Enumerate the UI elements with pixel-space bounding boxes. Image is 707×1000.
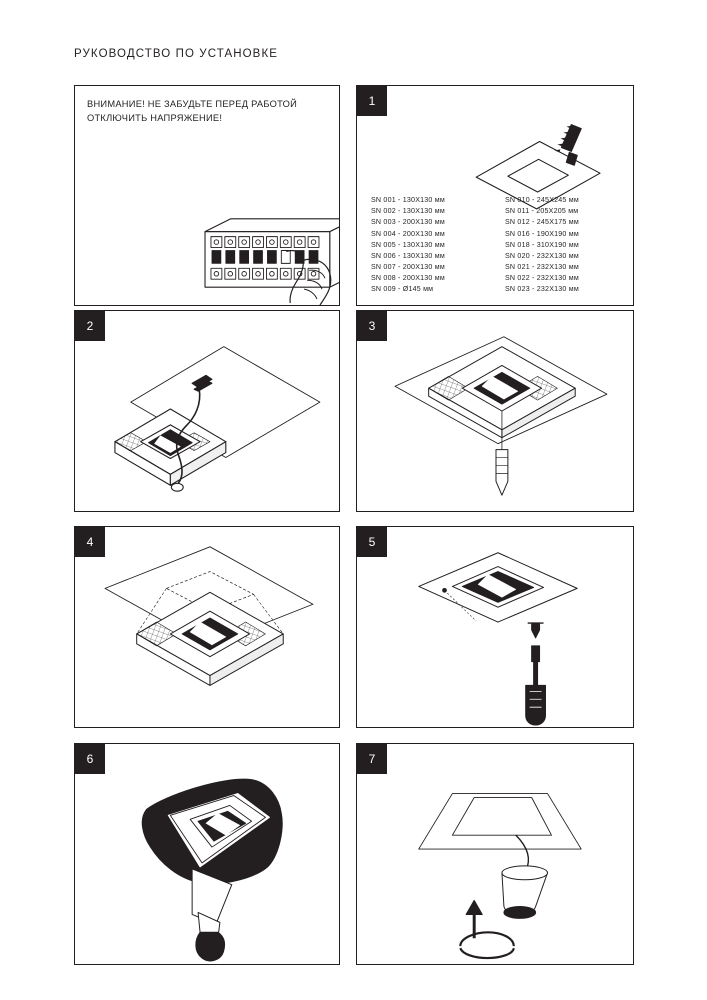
spec-item: SN 004 - 200X130 мм <box>371 229 445 238</box>
spec-item: SN 012 - 245X175 мм <box>505 218 579 227</box>
hand-switching-off-circuit-breaker-illustration <box>75 86 339 305</box>
steps-grid <box>74 85 634 965</box>
spec-list <box>371 196 621 293</box>
spec-item: SN 003 - 200X130 мм <box>371 218 445 227</box>
spec-item: SN 023 - 232X130 мм <box>505 285 579 293</box>
spec-item: SN 021 - 232X130 мм <box>505 262 579 271</box>
luminaire-body-with-wire-illustration <box>75 311 339 511</box>
spec-item: SN 018 - 310X190 мм <box>505 240 579 249</box>
spec-item: SN 011 - 205X205 мм <box>505 207 579 216</box>
spec-item: SN 009 - Ø145 мм <box>371 285 434 293</box>
step-number-badge: 7 <box>357 744 387 774</box>
spec-item: SN 006 - 130X130 мм <box>371 251 445 260</box>
spec-column-left <box>371 196 487 293</box>
insert-body-into-ceiling-with-plumb-illustration <box>357 311 633 511</box>
fix-with-screwdriver-illustration <box>357 527 633 727</box>
step-number-badge: 5 <box>357 527 387 557</box>
install-lamp-and-ring-illustration <box>357 744 633 964</box>
step-1-panel <box>356 85 634 306</box>
push-body-into-opening-illustration <box>75 527 339 727</box>
warning-text: ВНИМАНИЕ! НЕ ЗАБУДЬТЕ ПЕРЕД РАБОТОЙ ОТКЛЮЧИТЬ НАПРЯЖЕНИЕ! <box>87 99 298 123</box>
spec-item: SN 005 - 130X130 мм <box>371 240 445 249</box>
spec-item: SN 022 - 232X130 мм <box>505 273 579 282</box>
spec-item: SN 016 - 190X190 мм <box>505 229 579 238</box>
step-number-badge: 3 <box>357 311 387 341</box>
step-4-panel <box>74 526 340 728</box>
step-2-panel <box>74 310 340 512</box>
step-3-panel <box>356 310 634 512</box>
step-6-panel <box>74 743 340 965</box>
spec-column-right <box>505 196 621 293</box>
step-number-badge: 6 <box>75 744 105 774</box>
spec-item: SN 002 - 130X130 мм <box>371 207 445 216</box>
step-number-badge: 4 <box>75 527 105 557</box>
spec-item: SN 001 - 130X130 мм <box>371 196 445 205</box>
spec-item: SN 010 - 245X245 мм <box>505 196 579 205</box>
step-number-badge: 1 <box>357 86 387 116</box>
apply-putty-around-frame-illustration <box>75 744 339 964</box>
spec-item: SN 008 - 200X130 мм <box>371 273 445 282</box>
spec-item: SN 020 - 232X130 мм <box>505 251 579 260</box>
page-title: РУКОВОДСТВО ПО УСТАНОВКЕ <box>74 48 279 60</box>
spec-item: SN 007 - 200X130 мм <box>371 262 445 271</box>
step-7-panel <box>356 743 634 965</box>
warning-panel <box>74 85 340 306</box>
step-number-badge: 2 <box>75 311 105 341</box>
step-5-panel <box>356 526 634 728</box>
